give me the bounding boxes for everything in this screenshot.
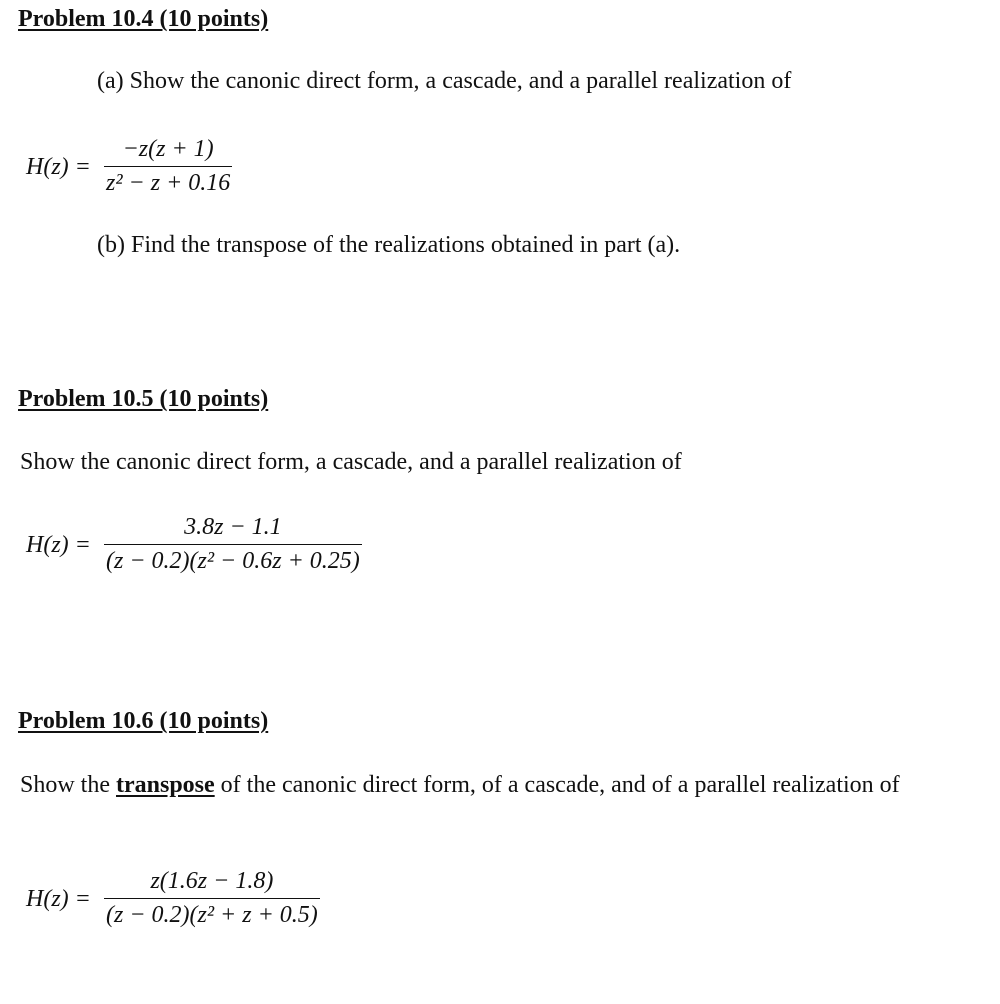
fraction-bar xyxy=(104,898,320,899)
problem-10-4-part-b: (b) Find the transpose of the realizations obtained in part (a). xyxy=(97,232,681,258)
problem-10-5-statement: Show the canonic direct form, a cascade, and a parallel realization of xyxy=(20,449,682,475)
fraction-numerator: −z(z + 1) xyxy=(122,136,214,162)
fraction xyxy=(104,512,362,576)
fraction-denominator: z² − z + 0.16 xyxy=(106,170,231,196)
problem-10-4-title: Problem 10.4 (10 points) xyxy=(18,6,269,32)
statement-emphasis: transpose xyxy=(116,772,215,798)
statement-pre: Show the xyxy=(20,772,110,798)
problem-10-6-title: Problem 10.6 (10 points) xyxy=(18,708,269,734)
fraction-denominator: (z − 0.2)(z² − 0.6z + 0.25) xyxy=(106,548,360,574)
equation-lhs: H(z) = xyxy=(26,532,91,558)
fraction-numerator: 3.8z − 1.1 xyxy=(184,514,282,540)
equation-lhs: H(z) = xyxy=(26,886,91,912)
statement-post: of the canonic direct form, of a cascade, and of a parallel realization of xyxy=(220,772,900,798)
problem-10-6-statement xyxy=(20,770,985,801)
fraction-denominator: (z − 0.2)(z² + z + 0.5) xyxy=(106,902,318,928)
fraction-bar xyxy=(104,544,362,545)
problem-10-4-part-a: (a) Show the canonic direct form, a cascade, and a parallel realization of xyxy=(97,68,792,94)
equation-lhs: H(z) = xyxy=(26,154,91,180)
fraction xyxy=(104,866,320,930)
fraction xyxy=(104,134,232,198)
problem-10-5-title: Problem 10.5 (10 points) xyxy=(18,386,269,412)
fraction-numerator: z(1.6z − 1.8) xyxy=(150,868,274,894)
fraction-bar xyxy=(104,166,232,167)
